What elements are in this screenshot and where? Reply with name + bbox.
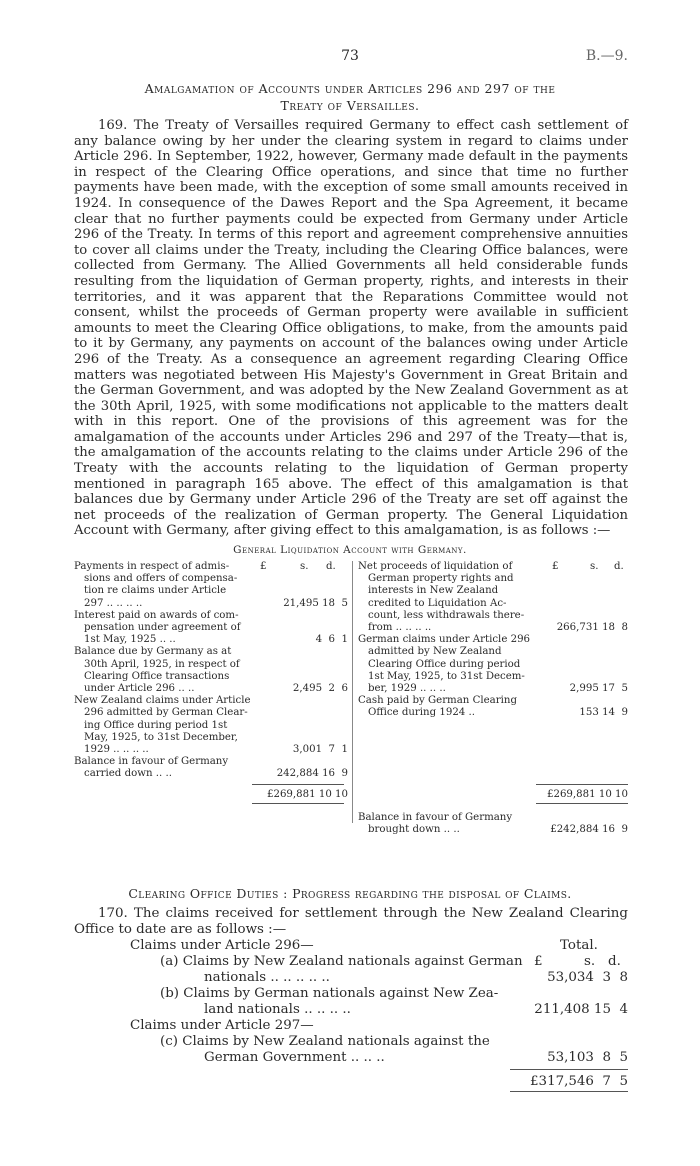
entry-line: tion re claims under Article [84,585,227,597]
entry-line: count, less withdrawals there- [368,609,525,621]
entry-line: pensation under agreement of [84,622,241,633]
credit-amount: 2,995 17 5 [569,683,628,694]
debit-entry [74,646,254,695]
entry-line: 1st May, 1925, to 31st Decem- [368,670,525,682]
credit-amount: 266,731 18 8 [556,622,628,633]
entry-line: credited to Liquidation Ac- [368,597,507,609]
claim-c-amount: 53,103 8 5 [547,1050,628,1065]
debit-amount: 2,495 2 6 [292,683,348,694]
entry-line: Cash paid by German Clearing [358,695,517,707]
debit-amount: 21,495 18 5 [283,597,348,609]
entry-line: Office during 1924 .. [368,707,475,719]
paragraph-170-text: 170. The claims received for settlement through the New Zealand Clearing Office to date are as follows :— [74,906,628,937]
claim-a-line-2: nationals .. .. .. .. .. [204,970,330,985]
credit-amount: 153 14 9 [579,707,628,719]
article-297-heading: Claims under Article 297— [130,1018,314,1033]
debit-total-rule [252,784,344,785]
entry-line: 297 .. .. .. .. [84,597,143,609]
entry-line: carried down .. .. [84,768,172,780]
article-296-heading: Claims under Article 296— [130,938,314,953]
total-header: Total. [560,938,598,953]
entry-line: ber, 1929 .. .. .. [368,683,446,694]
claims-total-underline [510,1091,628,1092]
credit-pence-header: d. [614,561,624,572]
brought-down-amount: £242,884 16 9 [550,824,628,836]
credit-total-rule [536,784,628,785]
account-title: General Liquidation Account with Germany. [233,544,467,556]
liquidation-account-table [74,561,628,877]
entry-line: sions and offers of compensa- [84,573,238,585]
debit-entry [74,756,254,780]
page-number: 73 [341,48,359,64]
entry-line: from .. .. .. .. [368,622,432,634]
debit-entry [74,561,254,610]
entry-line: admitted by New Zealand [368,646,502,658]
entry-line: brought down .. .. [368,824,460,836]
entry-line: Balance due by Germany as at [74,646,232,658]
credit-total: £269,881 10 10 [546,789,628,800]
section-heading [74,80,626,114]
entry-line: 1929 .. .. .. .. [84,744,149,755]
credit-total-underline [536,803,628,804]
entry-line: New Zealand claims under Article [74,695,251,707]
entry-line: Balance in favour of Germany [358,812,513,823]
entry-line: May, 1925, to 31st December, [84,731,238,743]
debit-pounds-header: £ [260,561,267,572]
entry-line: German claims under Article 296 [358,634,531,646]
entry-line: 30th April, 1925, in respect of [84,658,240,670]
claims-pence-header: d. [608,954,621,969]
entry-line: ing Office during period 1st [84,719,228,731]
claim-b-line-1: (b) Claims by German nationals against New Zea- [160,986,499,1001]
debit-entry [74,695,254,756]
claim-c-line-1: (c) Claims by New Zealand nationals against the [160,1034,490,1049]
paragraph-170 [74,906,628,938]
brought-down-entry [358,812,538,836]
credit-entry [358,561,538,634]
entry-line: 296 admitted by German Clear- [84,707,248,719]
debit-shillings-header: s. [300,561,309,572]
credit-entry [358,695,538,719]
claims-total-rule [510,1069,628,1070]
claim-b-line-2: land nationals .. .. .. .. [204,1002,351,1017]
debit-total: £269,881 10 10 [266,789,348,800]
claims-grand-total: £317,546 7 5 [530,1074,628,1089]
debit-amount: 4 6 1 [315,634,348,646]
claims-shillings-header: s. [584,954,596,969]
debit-entry [74,610,254,647]
entry-line: Net proceeds of liquidation of [358,561,513,572]
debit-pence-header: d. [326,561,336,572]
claim-c-line-2: German Government .. .. .. [204,1050,385,1065]
credit-pounds-header: £ [552,561,559,572]
heading-line-2: Treaty of Versailles. [280,98,420,113]
claim-a-line-1: (a) Claims by New Zealand nationals against German [160,954,523,969]
claim-a-amount: 53,034 3 8 [547,970,628,985]
document-reference: B.—9. [585,48,628,64]
entry-line: 1st May, 1925 .. .. [84,634,176,646]
claims-pounds-header: £ [534,954,543,969]
clearing-office-heading: Clearing Office Duties : Progress regarding the disposal of Claims. [128,886,572,901]
entry-line: German property rights and [368,573,514,585]
entry-line: Balance in favour of Germany [74,756,229,768]
entry-line: Interest paid on awards of com- [74,609,239,621]
entry-line: interests in New Zealand [368,585,499,597]
entry-line: Payments in respect of admis- [74,561,230,572]
debit-amount: 3,001 7 1 [292,744,348,755]
entry-line: Clearing Office transactions [84,670,230,682]
entry-line: Clearing Office during period [368,658,521,670]
credit-shillings-header: s. [590,561,599,572]
paragraph-169 [74,118,628,539]
claim-b-amount: 211,408 15 4 [534,1002,628,1017]
heading-line-1: Amalgamation of Accounts under Articles 296 and 297 of the [144,81,556,96]
entry-line: under Article 296 .. .. [84,683,195,694]
credit-entry [358,634,538,695]
debit-amount: 242,884 16 9 [276,768,348,780]
column-divider [352,561,353,823]
paragraph-169-text: 169. The Treaty of Versailles required Germany to effect cash settlement of any balance owing by her under the clearing system in regard to claims under Article 296. In September, 1922, however, Germany made default in the payments in respect of the Clearing Office operations, and since that time no further payments have been made, with the exception of some small amounts received in 1924. In consequence of the Dawes Report and the Spa Agreement, it became clear that no further payments could be expected from Germany under Article 296 of the Treaty. In terms of this report and agreement comprehensive annuities to cover all claims under the Treaty, including the Clearing Office balances, were collected from Germany. The Allied Governments all held considerable funds resulting from the liquidation of German property, rights, and interests in their territories, and it was apparent that the Reparations Committee would not consent, whilst the proceeds of German property were available in sufficient amounts to meet the Clearing Office obligations, to make, from the amounts paid to it by Germany, any payments on account of the balances owing under Article 296 of the Treaty. As a consequence an agreement regarding Clearing Office matters was negotiated between His Majesty's Government in Great Britain and the German Government, and was adopted by the New Zealand Government as at the 30th April, 1925, with some modifications not applicable to the matters dealt with in this report. One of the provisions of this agreement was for the amalgamation of the accounts under Articles 296 and 297 of the Treaty—that is, the amalgamation of the accounts relating to the claims under Article 296 of the Treaty with the accounts relating to the liquidation of German property mentioned in paragraph 165 above. The effect of this amalgamation is that balances due by Germany under Article 296 of the Treaty are set off against the net proceeds of the realization of German property. The General Liquidation Account with Germany, after giving effect to this amalgamation, is as follows :— [74,118,628,539]
debit-total-underline [252,803,344,804]
